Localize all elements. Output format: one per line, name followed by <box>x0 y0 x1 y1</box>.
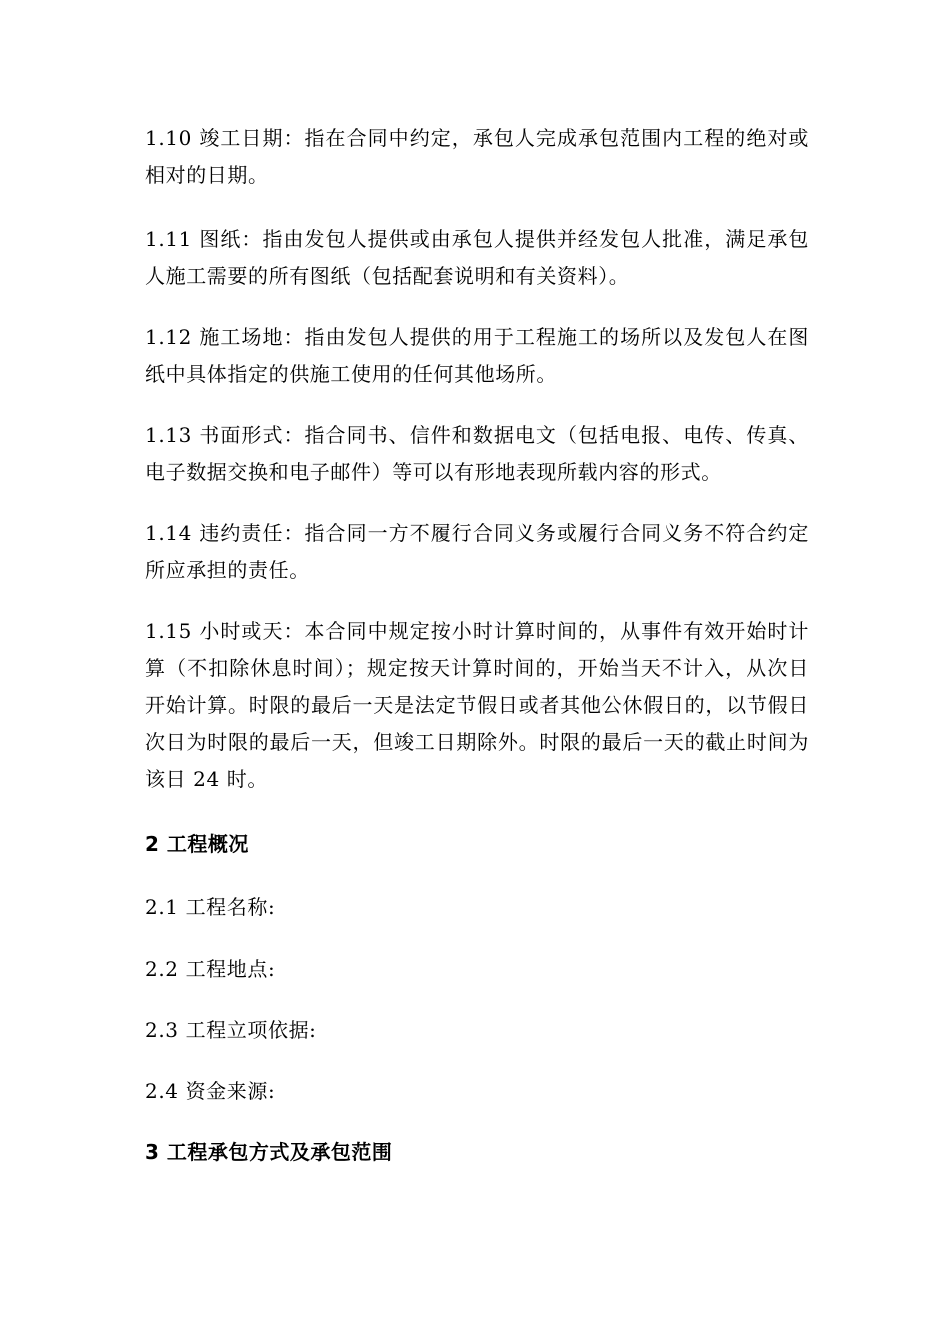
definition-1-12: 1.12 施工场地：指由发包人提供的用于工程施工的场所以及发包人在图纸中具体指定的供施工使用的任何其他场所。 <box>145 325 809 386</box>
definition-1-15: 1.15 小时或天：本合同中规定按小时计算时间的，从事件有效开始时计算（不扣除休息时间）；规定按天计算时间的，开始当天不计入，从次日开始计算。时限的最后一天是法定节假日或者其他公休假日的，以节假日次日为时限的最后一天，但竣工日期除外。时限的最后一天的截止时间为该日 24 时。 <box>145 619 809 791</box>
definition-1-10: 1.10 竣工日期：指在合同中约定，承包人完成承包范围内工程的绝对或相对的日期。 <box>145 126 809 187</box>
definition-1-14: 1.14 违约责任：指合同一方不履行合同义务或履行合同义务不符合约定所应承担的责任。 <box>145 521 809 582</box>
section-2-heading: 2 工程概况 <box>145 832 249 856</box>
item-2-4-fund-source: 2.4 资金来源: <box>145 1079 276 1103</box>
item-2-2-project-location: 2.2 工程地点: <box>145 957 276 981</box>
item-2-1-project-name: 2.1 工程名称: <box>145 895 276 919</box>
definition-1-11: 1.11 图纸：指由发包人提供或由承包人提供并经发包人批准，满足承包人施工需要的所有图纸（包括配套说明和有关资料）。 <box>145 227 809 288</box>
definition-1-13: 1.13 书面形式：指合同书、信件和数据电文（包括电报、电传、传真、电子数据交换和电子邮件）等可以有形地表现所载内容的形式。 <box>145 423 809 484</box>
item-2-3-project-basis: 2.3 工程立项依据: <box>145 1018 317 1042</box>
section-3-heading: 3 工程承包方式及承包范围 <box>145 1140 393 1164</box>
